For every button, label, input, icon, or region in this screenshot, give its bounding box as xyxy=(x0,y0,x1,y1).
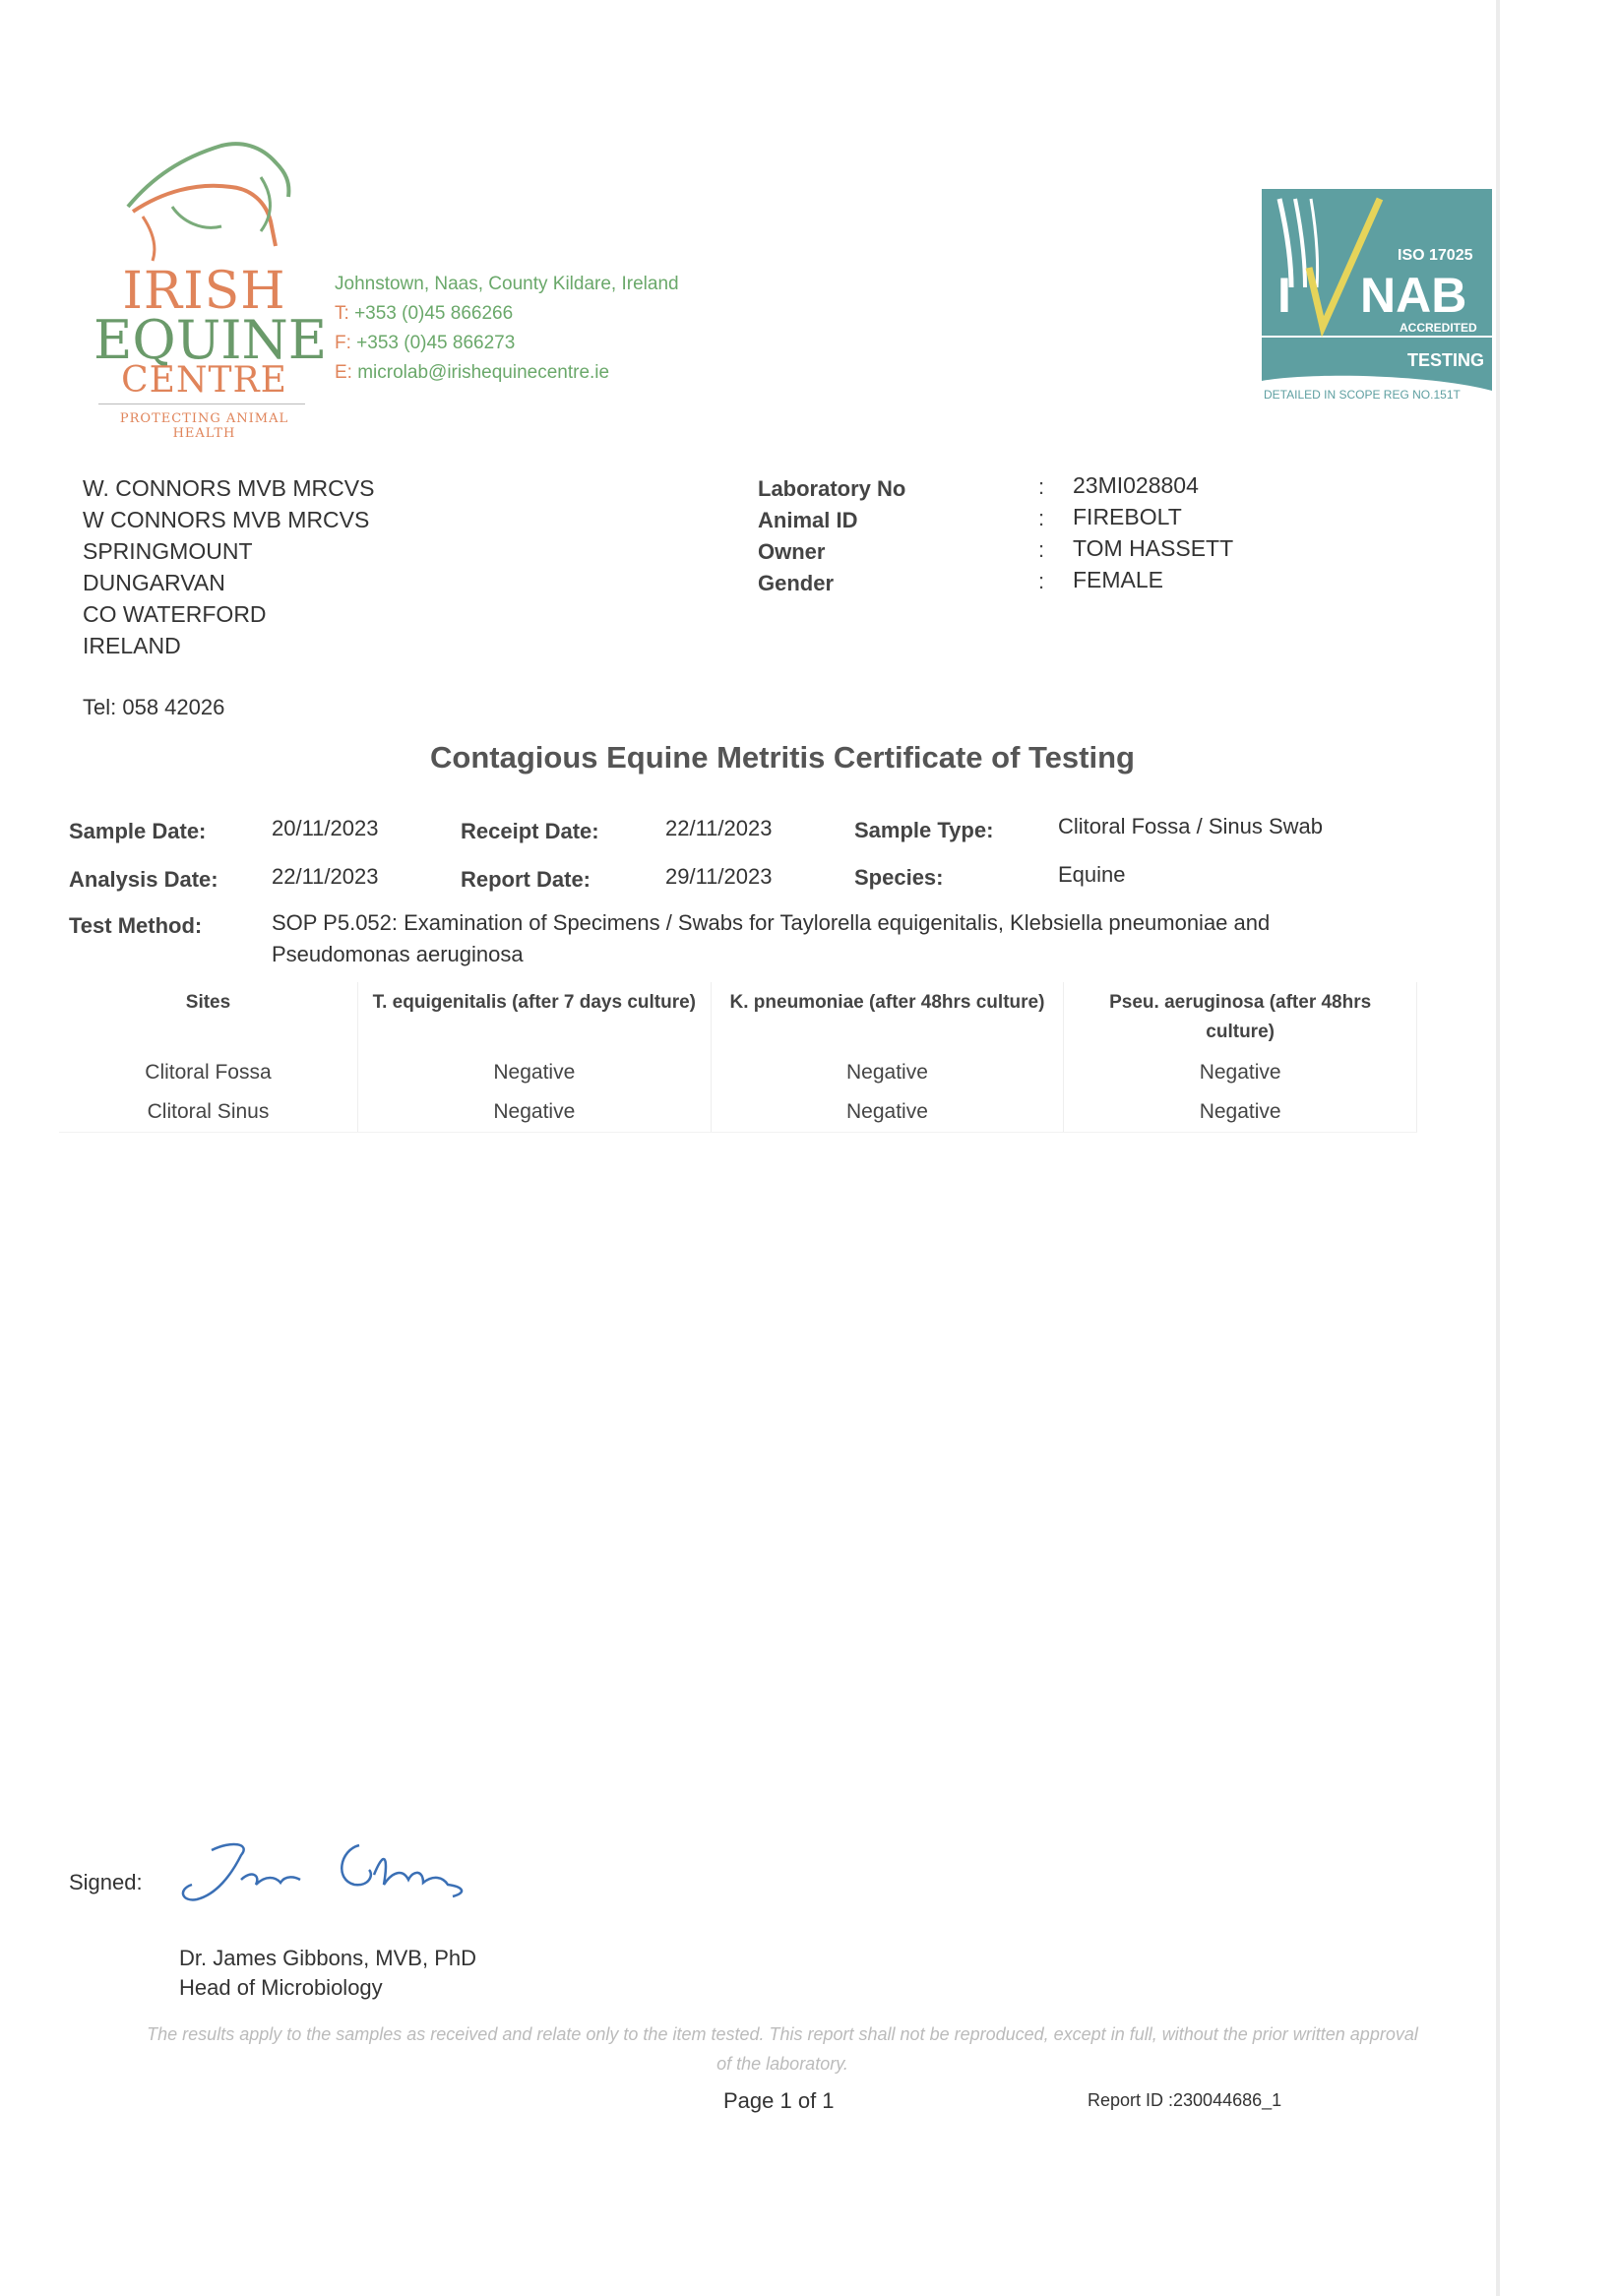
owner-colon: : xyxy=(1038,537,1045,562)
contact-fax-label: F: xyxy=(335,333,351,353)
sample-date-value: 20/11/2023 xyxy=(272,816,379,840)
logo-divider xyxy=(98,403,305,404)
contact-fax-value: +353 (0)45 866273 xyxy=(356,333,516,353)
contact-tel xyxy=(335,299,513,329)
logo-tagline: PROTECTING ANIMAL HEALTH xyxy=(119,411,289,441)
inab-testing-text: TESTING xyxy=(1407,350,1485,370)
logo-equine-text: EQUINE xyxy=(93,309,328,371)
recipient-line-2: W CONNORS MVB MRCVS xyxy=(83,507,370,532)
disclaimer-text: The results apply to the samples as received and relate only to the item tested. This report shall not be reproduced, except in full, without the prior written approval of the laboratory. xyxy=(147,2024,1418,2074)
sample-date-label: Sample Date: xyxy=(69,819,207,843)
contact-address: Johnstown, Naas, County Kildare, Ireland xyxy=(335,274,679,294)
recipient-line-6: IRELAND xyxy=(83,633,181,658)
col-k-pneumoniae-header: K. pneumoniae (after 48hrs culture) xyxy=(711,982,1064,1053)
analysis-date-value: 22/11/2023 xyxy=(272,864,379,889)
signed-label: Signed: xyxy=(69,1870,143,1894)
lab-no-label: Laboratory No xyxy=(758,476,906,501)
signer-name: Dr. James Gibbons, MVB, PhD xyxy=(179,1946,476,1970)
animal-id-value: FIREBOLT xyxy=(1073,504,1182,529)
animal-id-colon: : xyxy=(1038,506,1045,530)
lab-no-value: 23MI028804 xyxy=(1073,472,1199,498)
species-label: Species: xyxy=(854,865,944,890)
result-cell: Negative xyxy=(711,1092,1064,1133)
inab-accredited-text: ACCREDITED xyxy=(1400,321,1477,335)
horse-logo-icon xyxy=(113,138,300,266)
result-cell: Negative xyxy=(711,1053,1064,1092)
inab-i-text: I xyxy=(1277,268,1291,323)
handwritten-signature xyxy=(172,1826,487,1924)
analysis-date-label: Analysis Date: xyxy=(69,867,218,892)
inab-iso-text: ISO 17025 xyxy=(1398,247,1473,264)
recipient-line-1: W. CONNORS MVB MRCVS xyxy=(83,475,375,501)
recipient-tel: Tel: 058 42026 xyxy=(83,695,225,719)
receipt-date-label: Receipt Date: xyxy=(461,819,599,843)
inab-scope-text: DETAILED IN SCOPE REG NO.151T xyxy=(1264,388,1461,402)
col-pseu-aeruginosa-header: Pseu. aeruginosa (after 48hrs culture) xyxy=(1064,982,1417,1053)
site-cell: Clitoral Sinus xyxy=(59,1092,357,1133)
inab-nab-text: NAB xyxy=(1360,268,1467,323)
owner-value: TOM HASSETT xyxy=(1073,535,1234,561)
lab-no-colon: : xyxy=(1038,474,1045,499)
contact-tel-label: T: xyxy=(335,303,349,324)
report-id: Report ID :230044686_1 xyxy=(1088,2090,1282,2110)
gender-label: Gender xyxy=(758,571,835,595)
signer-role: Head of Microbiology xyxy=(179,1975,383,2000)
test-method-label: Test Method: xyxy=(69,913,203,938)
sample-type-label: Sample Type: xyxy=(854,818,994,842)
results-table xyxy=(59,982,1417,1133)
page-number: Page 1 of 1 xyxy=(723,2088,835,2113)
logo-centre-text: CENTRE xyxy=(121,360,287,401)
receipt-date-value: 22/11/2023 xyxy=(665,816,773,840)
logo-irish-text: IRISH xyxy=(122,262,286,321)
contact-fax xyxy=(335,329,515,358)
gender-value: FEMALE xyxy=(1073,567,1164,592)
contact-email-value: microlab@irishequinecentre.ie xyxy=(357,362,610,383)
site-cell: Clitoral Fossa xyxy=(59,1053,357,1092)
species-value: Equine xyxy=(1058,862,1126,887)
sample-type-value: Clitoral Fossa / Sinus Swab xyxy=(1058,814,1323,838)
report-date-value: 29/11/2023 xyxy=(665,864,773,889)
col-sites-header: Sites xyxy=(59,982,357,1053)
contact-email xyxy=(335,358,609,388)
inab-accreditation-badge xyxy=(1262,189,1492,405)
table-row xyxy=(59,1053,1417,1092)
result-cell: Negative xyxy=(1064,1053,1417,1092)
results-header-row xyxy=(59,982,1417,1053)
recipient-line-4: DUNGARVAN xyxy=(83,570,225,595)
page-edge xyxy=(1496,0,1500,2296)
col-t-equigenitalis-header: T. equigenitalis (after 7 days culture) xyxy=(357,982,711,1053)
result-cell: Negative xyxy=(357,1053,711,1092)
certificate-title: Contagious Equine Metritis Certificate of Testing xyxy=(430,740,1135,775)
table-row xyxy=(59,1092,1417,1133)
owner-label: Owner xyxy=(758,539,826,564)
recipient-line-3: SPRINGMOUNT xyxy=(83,538,253,564)
result-cell: Negative xyxy=(357,1092,711,1133)
recipient-line-5: CO WATERFORD xyxy=(83,601,267,627)
animal-id-label: Animal ID xyxy=(758,508,858,532)
test-method-value: SOP P5.052: Examination of Specimens / Swabs for Taylorella equigenitalis, Klebsiella pneumoniae and Pseudomonas aeruginosa xyxy=(272,910,1271,966)
result-cell: Negative xyxy=(1064,1092,1417,1133)
report-date-label: Report Date: xyxy=(461,867,591,892)
contact-tel-value: +353 (0)45 866266 xyxy=(354,303,514,324)
contact-email-label: E: xyxy=(335,362,352,383)
gender-colon: : xyxy=(1038,569,1045,593)
